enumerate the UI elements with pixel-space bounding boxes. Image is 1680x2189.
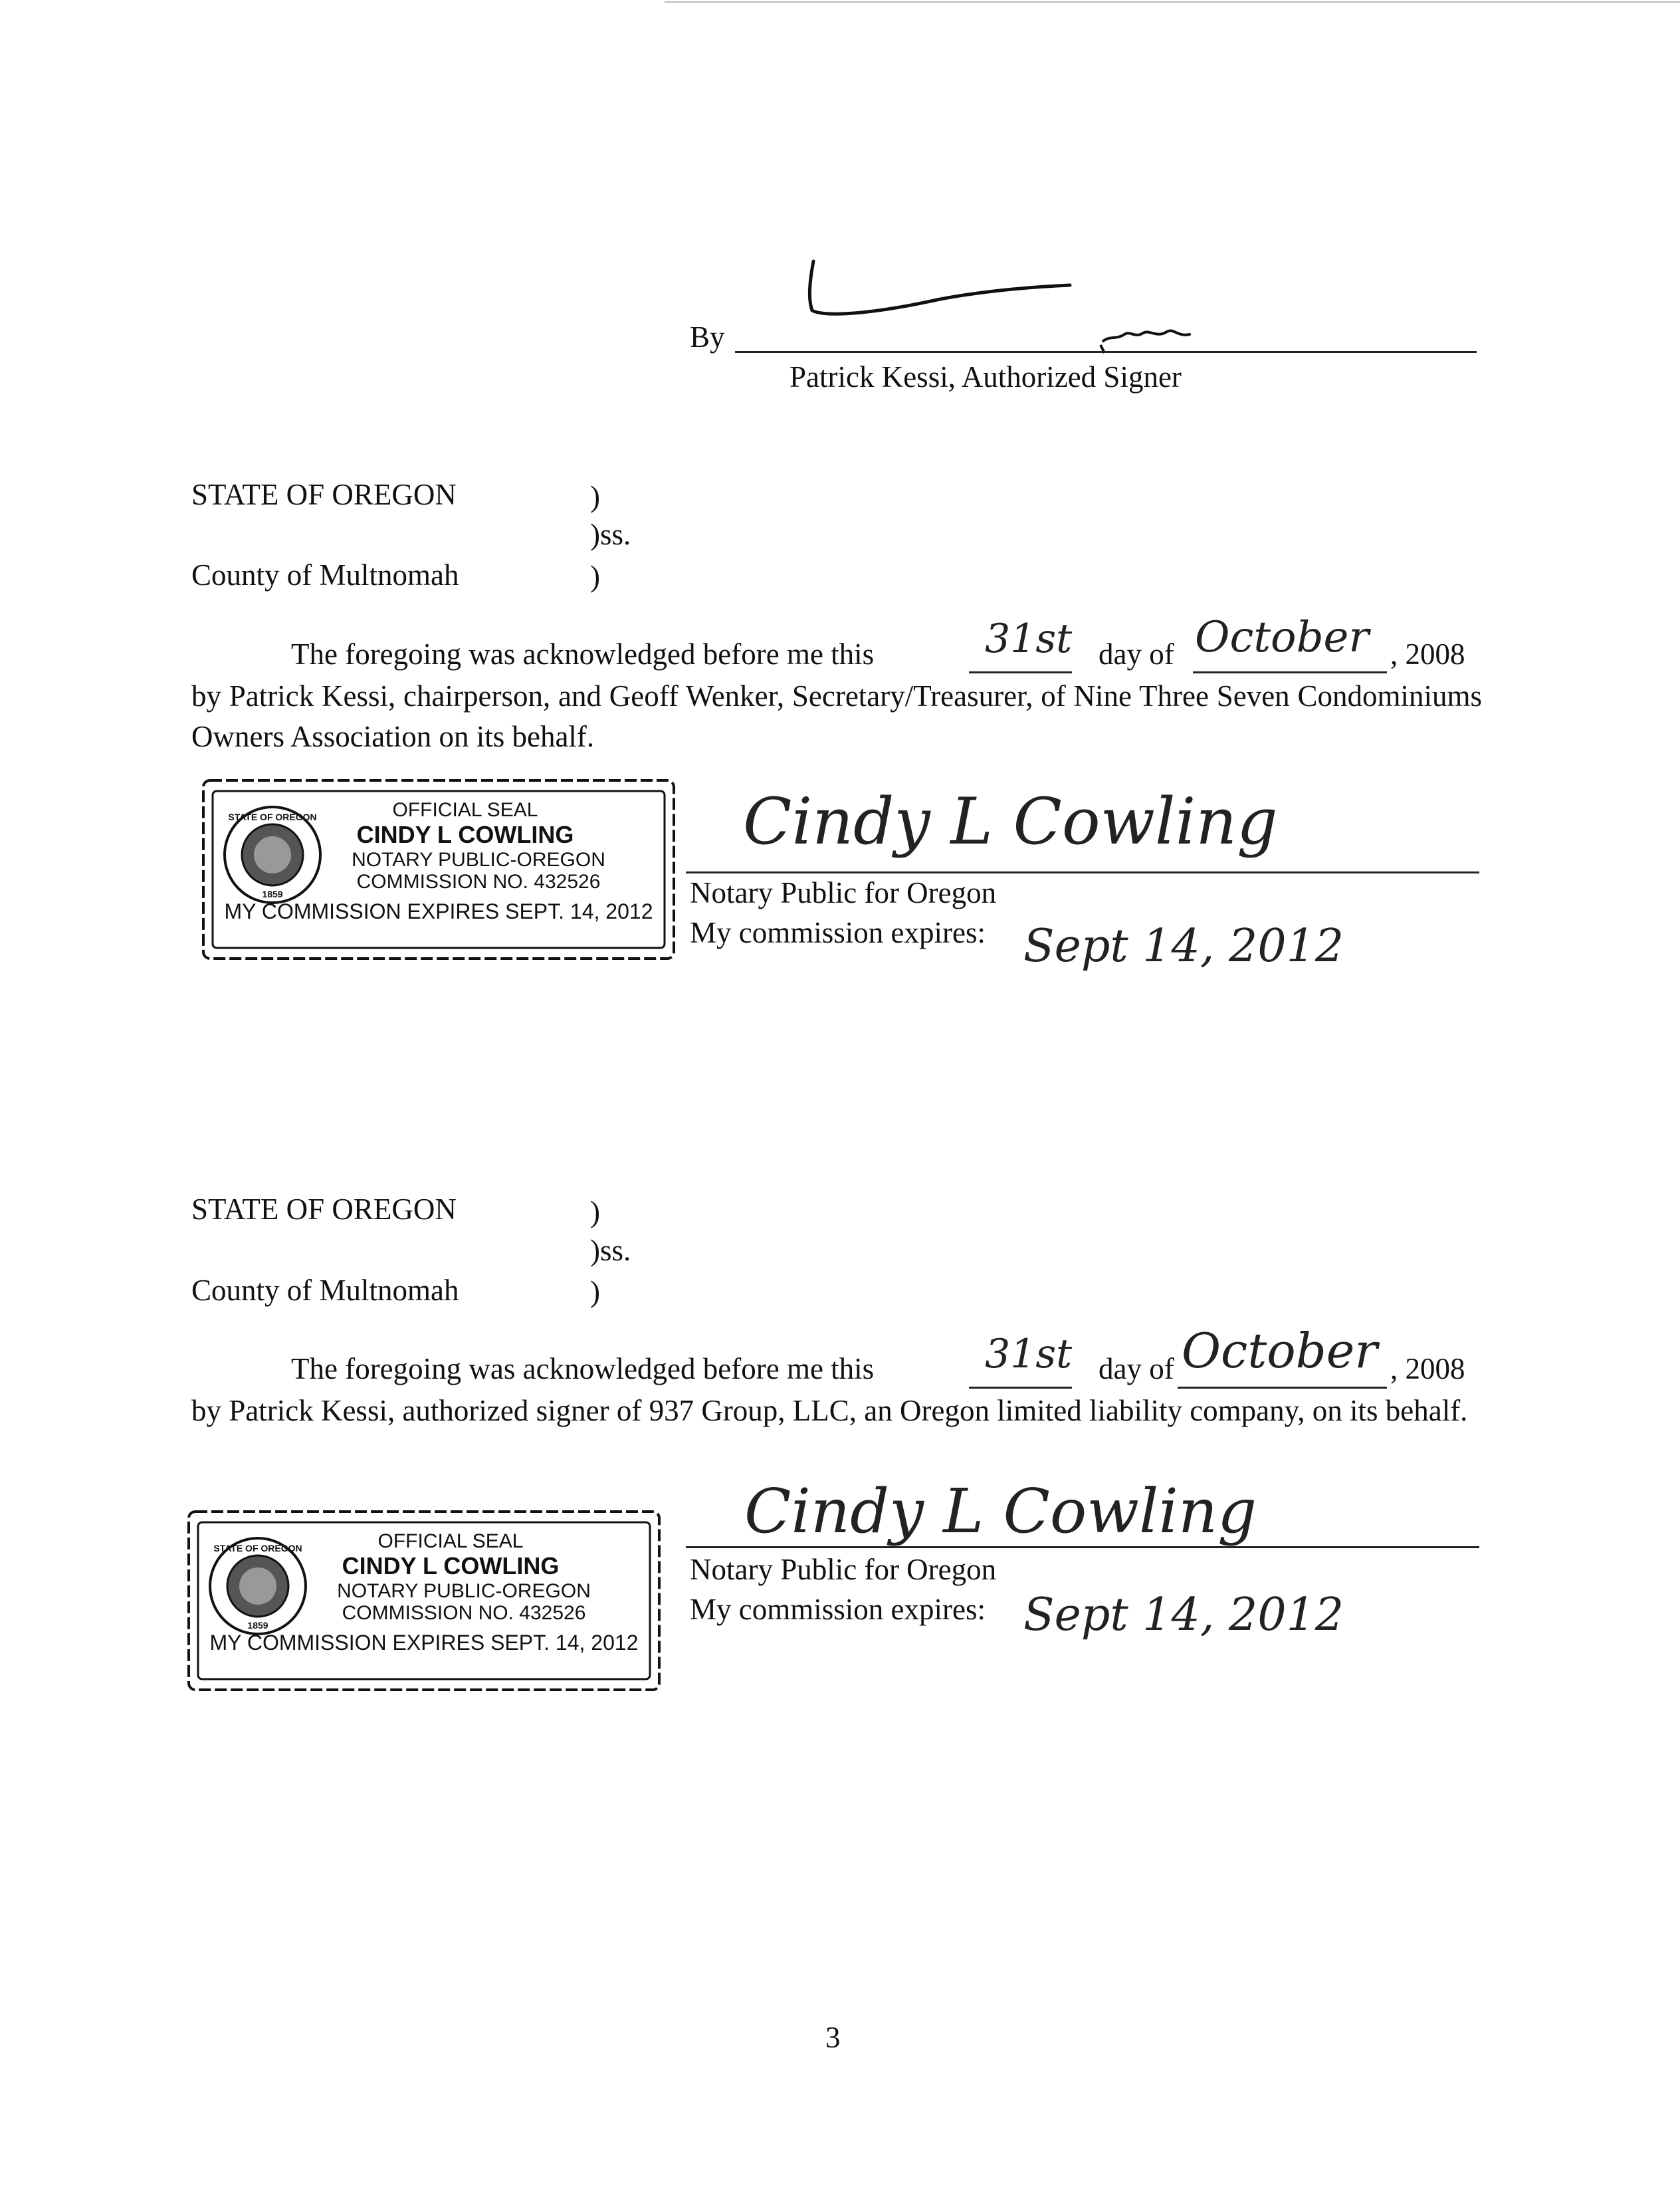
notary-expires-label: My commission expires:: [690, 1593, 986, 1626]
notary-expires-label: My commission expires:: [690, 916, 986, 949]
seal-line5: MY COMMISSION EXPIRES SEPT. 14, 2012: [209, 1631, 639, 1655]
notary-signature: Cindy L Cowling: [744, 1476, 1257, 1547]
venue-paren-bottom: ): [590, 1275, 600, 1308]
venue-ss: )ss.: [590, 518, 631, 551]
page-number: 3: [825, 2021, 841, 2054]
signer-signature-line: [735, 351, 1477, 353]
ack-day-handwritten: 31st: [985, 616, 1073, 662]
seal-line2: CINDY L COWLING: [356, 821, 574, 848]
ack-body: by Patrick Kessi, chairperson, and Geoff Wenker, Secretary/Treasurer, of Nine Three Seven Condominiums Owners Association on its behalf.: [191, 679, 1482, 753]
seal-emblem-year: 1859: [262, 889, 283, 899]
venue-county: County of Multnomah: [191, 558, 459, 592]
seal-line5: MY COMMISSION EXPIRES SEPT. 14, 2012: [224, 899, 653, 923]
ack-year: , 2008: [1390, 637, 1465, 671]
seal-emblem-year: 1859: [247, 1620, 268, 1631]
venue-state: STATE OF OREGON: [191, 478, 457, 511]
ack-lead: The foregoing was acknowledged before me this: [291, 1352, 875, 1385]
ack-month-handwritten: October: [1195, 613, 1369, 662]
venue-county: County of Multnomah: [191, 1274, 459, 1307]
notary-title: Notary Public for Oregon: [690, 876, 997, 909]
notary-expires-handwritten: Sept 14, 2012: [1023, 920, 1344, 973]
notary-title: Notary Public for Oregon: [690, 1553, 997, 1586]
ack-month-handwritten: October: [1182, 1323, 1378, 1379]
signer-signature: [797, 256, 1263, 356]
notary-seal: [185, 1508, 663, 1694]
ack-month-blank: [1178, 1387, 1387, 1389]
seal-line4: COMMISSION NO. 432526: [342, 1602, 586, 1624]
seal-line1: OFFICIAL SEAL: [392, 799, 538, 821]
notary-seal: [199, 776, 678, 963]
ack-day-blank: [969, 1387, 1072, 1389]
seal-line1: OFFICIAL SEAL: [377, 1530, 524, 1552]
signer-name-title: Patrick Kessi, Authorized Signer: [789, 360, 1182, 394]
venue-state: STATE OF OREGON: [191, 1193, 457, 1226]
seal-line3: NOTARY PUBLIC-OREGON: [337, 1580, 591, 1602]
notary-signature: Cindy L Cowling: [743, 784, 1278, 859]
scan-edge-line: [665, 1, 1680, 3]
ack-lead: The foregoing was acknowledged before me this: [291, 637, 875, 671]
venue-paren-bottom: ): [590, 560, 600, 593]
seal-line3: NOTARY PUBLIC-OREGON: [352, 849, 605, 871]
ack-body: by Patrick Kessi, authorized signer of 937 Group, LLC, an Oregon limited liability company, on its behalf.: [191, 1394, 1468, 1427]
notary-signature-line: [686, 1546, 1479, 1548]
ack-day-blank: [969, 671, 1072, 673]
ack-year: , 2008: [1390, 1352, 1465, 1385]
venue-ss: )ss.: [590, 1234, 631, 1267]
ack-month-blank-rule: [1193, 671, 1387, 673]
ack-day-of: day of: [1099, 1352, 1174, 1385]
ack-day-of: day of: [1099, 637, 1174, 671]
venue-paren-top: ): [590, 480, 600, 513]
notary-expires-handwritten: Sept 14, 2012: [1023, 1589, 1344, 1641]
by-label: By: [690, 320, 725, 354]
seal-line2: CINDY L COWLING: [342, 1552, 560, 1579]
seal-emblem-top: STATE OF OREGON: [213, 1543, 302, 1554]
venue-paren-top: ): [590, 1195, 600, 1228]
seal-emblem-top: STATE OF OREGON: [228, 812, 317, 822]
seal-line4: COMMISSION NO. 432526: [356, 871, 601, 893]
ack-day-handwritten: 31st: [985, 1331, 1073, 1377]
